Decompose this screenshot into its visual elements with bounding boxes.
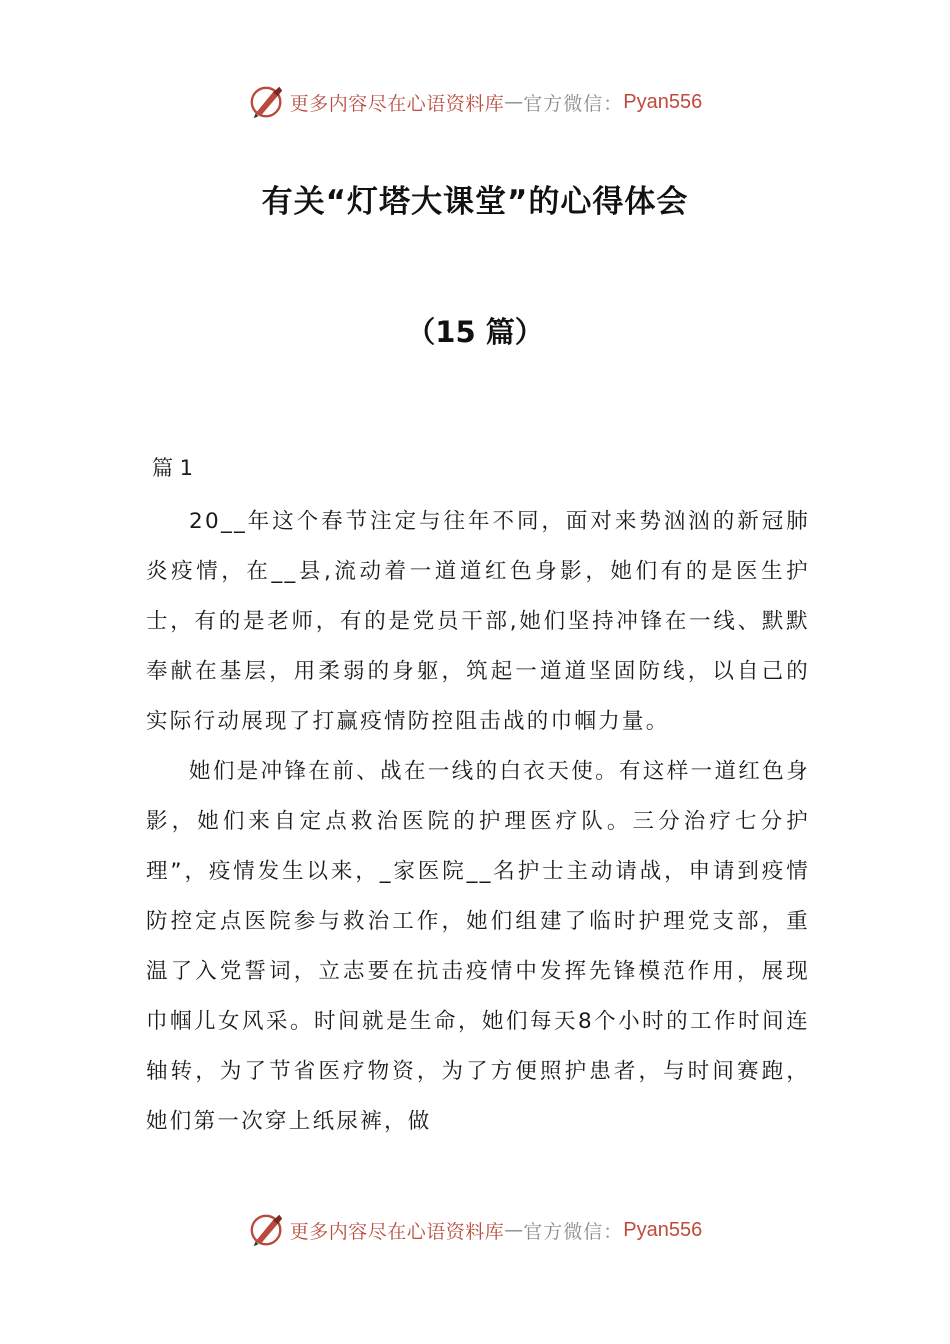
banner-wechat-id: Pyan556 — [623, 1218, 703, 1241]
banner-wechat-label: 官方微信： — [523, 1220, 624, 1243]
banner-wechat-id: Pyan556 — [623, 90, 703, 113]
document-subtitle: （15 篇） — [406, 315, 544, 349]
document-body — [146, 497, 810, 1147]
banner-separator: — — [504, 91, 524, 113]
banner-separator: — — [504, 1219, 524, 1241]
paragraph: 她们是冲锋在前、战在一线的白衣天使。有这样一道红色身影，她们来自定点救治医院的护理医疗队。三分治疗七分护理”，疫情发生以来，_家医院__名护士主动请战，申请到疫情防控定点医院参与救治工作，她们组建了临时护理党支部，重温了入党誓词，立志要在抗击疫情中发挥先锋模范作用，展现巾帼儿女风采。时间就是生命，她们每天8个小时的工作时间连轴转，为了节省医疗物资，为了方便照护患者，与时间赛跑，她们第一次穿上纸尿裤，做 — [146, 759, 810, 1134]
paragraph: 20__年这个春节注定与往年不同，面对来势汹汹的新冠肺炎疫情，在__县,流动着一道道红色身影，她们有的是医生护士，有的是老师，有的是党员干部,她们坚持冲锋在一线、默默奉献在基层，用柔弱的身躯，筑起一道道坚固防线，以自己的实际行动展现了打赢疫情防控阻击战的巾帼力量。 — [146, 509, 810, 734]
banner-slogan: 更多内容尽在心语资料库 — [289, 1220, 505, 1243]
header-banner — [0, 82, 950, 122]
banner-wechat-label: 官方微信： — [523, 92, 624, 115]
banner-slogan: 更多内容尽在心语资料库 — [289, 92, 505, 115]
document-title: 有关“灯塔大课堂”的心得体会 — [261, 184, 689, 220]
pen-logo-icon — [248, 1211, 286, 1249]
pen-logo-icon — [248, 83, 286, 121]
section-label: 篇 1 — [152, 456, 194, 480]
footer-banner — [0, 1210, 950, 1250]
